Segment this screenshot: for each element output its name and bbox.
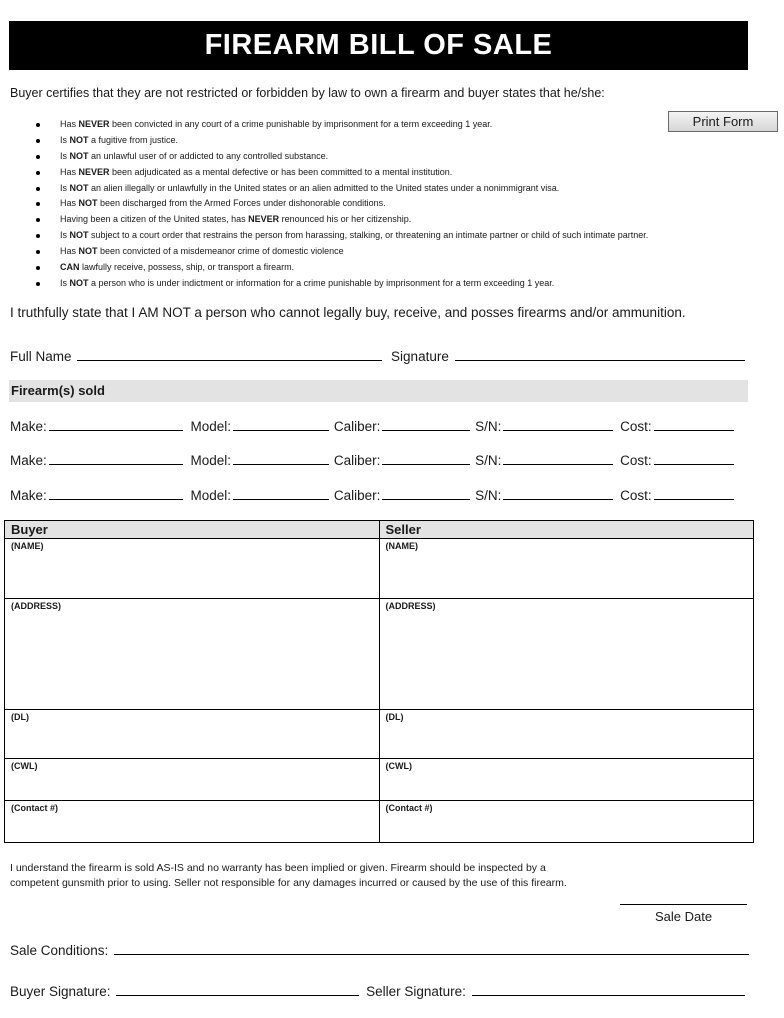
certification-item: Has NEVER been convicted in any court of a crime punishable by imprisonment for a term exceeding 1 year. [0, 117, 648, 133]
certification-list [0, 117, 648, 292]
cost-field[interactable] [654, 487, 734, 500]
seller-name-field[interactable]: (NAME) [379, 539, 754, 599]
caliber-field[interactable] [382, 418, 470, 431]
signature-field[interactable] [455, 348, 745, 361]
seller-address-field[interactable]: (ADDRESS) [379, 599, 754, 710]
make-label: Make: [10, 453, 47, 468]
make-field[interactable] [49, 418, 183, 431]
firearm-row [10, 487, 734, 503]
seller-cwl-field[interactable]: (CWL) [379, 759, 754, 801]
full-name-label: Full Name [10, 349, 72, 364]
caliber-field[interactable] [382, 487, 470, 500]
sale-conditions-row [10, 942, 749, 958]
sn-label: S/N: [475, 488, 502, 503]
certification-item: Is NOT an alien illegally or unlawfully in the United states or an alien admitted to the United states under a nonimmigrant visa. [0, 181, 648, 197]
intro-text: Buyer certifies that they are not restricted or forbidden by law to own a firearm and buyer states that he/she: [10, 86, 605, 100]
sale-date-field[interactable] [620, 904, 747, 905]
cost-label: Cost: [620, 419, 652, 434]
firearms-section-header: Firearm(s) sold [9, 380, 748, 402]
firearm-row [10, 418, 734, 434]
sn-label: S/N: [475, 453, 502, 468]
seller-signature-label: Seller Signature: [366, 984, 466, 999]
buyer-signature-field[interactable] [116, 983, 359, 996]
certification-item: Has NOT been discharged from the Armed Forces under dishonorable conditions. [0, 196, 648, 212]
model-field[interactable] [233, 487, 329, 500]
make-field[interactable] [49, 487, 183, 500]
certification-item: Is NOT a person who is under indictment or information for a crime punishable by imprisonment for a term exceeding 1 year. [0, 276, 648, 292]
seller-contact-field[interactable]: (Contact #) [379, 801, 754, 843]
certification-item: Is NOT subject to a court order that restrains the person from harassing, stalking, or threatening an intimate partner or child of such intimate partner. [0, 228, 648, 244]
certification-item: Is NOT a fugitive from justice. [0, 133, 648, 149]
full-name-field[interactable] [77, 348, 382, 361]
firearm-row [10, 452, 734, 468]
sn-label: S/N: [475, 419, 502, 434]
signatures-row [10, 983, 745, 999]
as-is-disclaimer [10, 861, 650, 891]
caliber-label: Caliber: [333, 453, 381, 468]
buyer-address-field[interactable]: (ADDRESS) [5, 599, 380, 710]
seller-header: Seller [379, 521, 754, 539]
seller-signature-field[interactable] [472, 983, 745, 996]
sale-conditions-label: Sale Conditions: [10, 943, 109, 958]
buyer-name-field[interactable]: (NAME) [5, 539, 380, 599]
print-form-button[interactable]: Print Form [668, 111, 778, 132]
model-field[interactable] [233, 452, 329, 465]
cost-field[interactable] [654, 418, 734, 431]
certification-item: CAN lawfully receive, possess, ship, or transport a firearm. [0, 260, 648, 276]
buyer-dl-field[interactable]: (DL) [5, 710, 380, 759]
sale-conditions-field[interactable] [114, 942, 749, 955]
signature-label: Signature [391, 349, 449, 364]
buyer-signature-label: Buyer Signature: [10, 984, 111, 999]
certification-item: Having been a citizen of the United states, has NEVER renounced his or her citizenship. [0, 212, 648, 228]
buyer-header: Buyer [5, 521, 380, 539]
certification-item: Has NEVER been adjudicated as a mental defective or has been committed to a mental institution. [0, 165, 648, 181]
legal-statement: I truthfully state that I AM NOT a person who cannot legally buy, receive, and posses firearms and/or ammunition. [10, 305, 686, 320]
make-label: Make: [10, 419, 47, 434]
name-signature-row [10, 348, 745, 364]
model-label: Model: [190, 419, 232, 434]
form-title: FIREARM BILL OF SALE [9, 21, 748, 70]
buyer-cwl-field[interactable]: (CWL) [5, 759, 380, 801]
disclaimer-line: I understand the firearm is sold AS-IS and no warranty has been implied or given. Firearm should be inspected by a [10, 862, 546, 874]
model-label: Model: [190, 453, 232, 468]
parties-table [4, 520, 754, 843]
sn-field[interactable] [503, 418, 613, 431]
model-field[interactable] [233, 418, 329, 431]
buyer-contact-field[interactable]: (Contact #) [5, 801, 380, 843]
certification-item: Is NOT an unlawful user of or addicted to any controlled substance. [0, 149, 648, 165]
cost-label: Cost: [620, 488, 652, 503]
caliber-label: Caliber: [333, 419, 381, 434]
certification-item: Has NOT been convicted of a misdemeanor crime of domestic violence [0, 244, 648, 260]
cost-field[interactable] [654, 452, 734, 465]
cost-label: Cost: [620, 453, 652, 468]
caliber-label: Caliber: [333, 488, 381, 503]
seller-dl-field[interactable]: (DL) [379, 710, 754, 759]
sn-field[interactable] [503, 452, 613, 465]
sale-date-label: Sale Date [655, 909, 713, 924]
caliber-field[interactable] [382, 452, 470, 465]
disclaimer-line: competent gunsmith prior to using. Seller not responsible for any damages incurred or caused by the use of this firearm. [10, 877, 567, 889]
sn-field[interactable] [503, 487, 613, 500]
make-label: Make: [10, 488, 47, 503]
model-label: Model: [190, 488, 232, 503]
make-field[interactable] [49, 452, 183, 465]
